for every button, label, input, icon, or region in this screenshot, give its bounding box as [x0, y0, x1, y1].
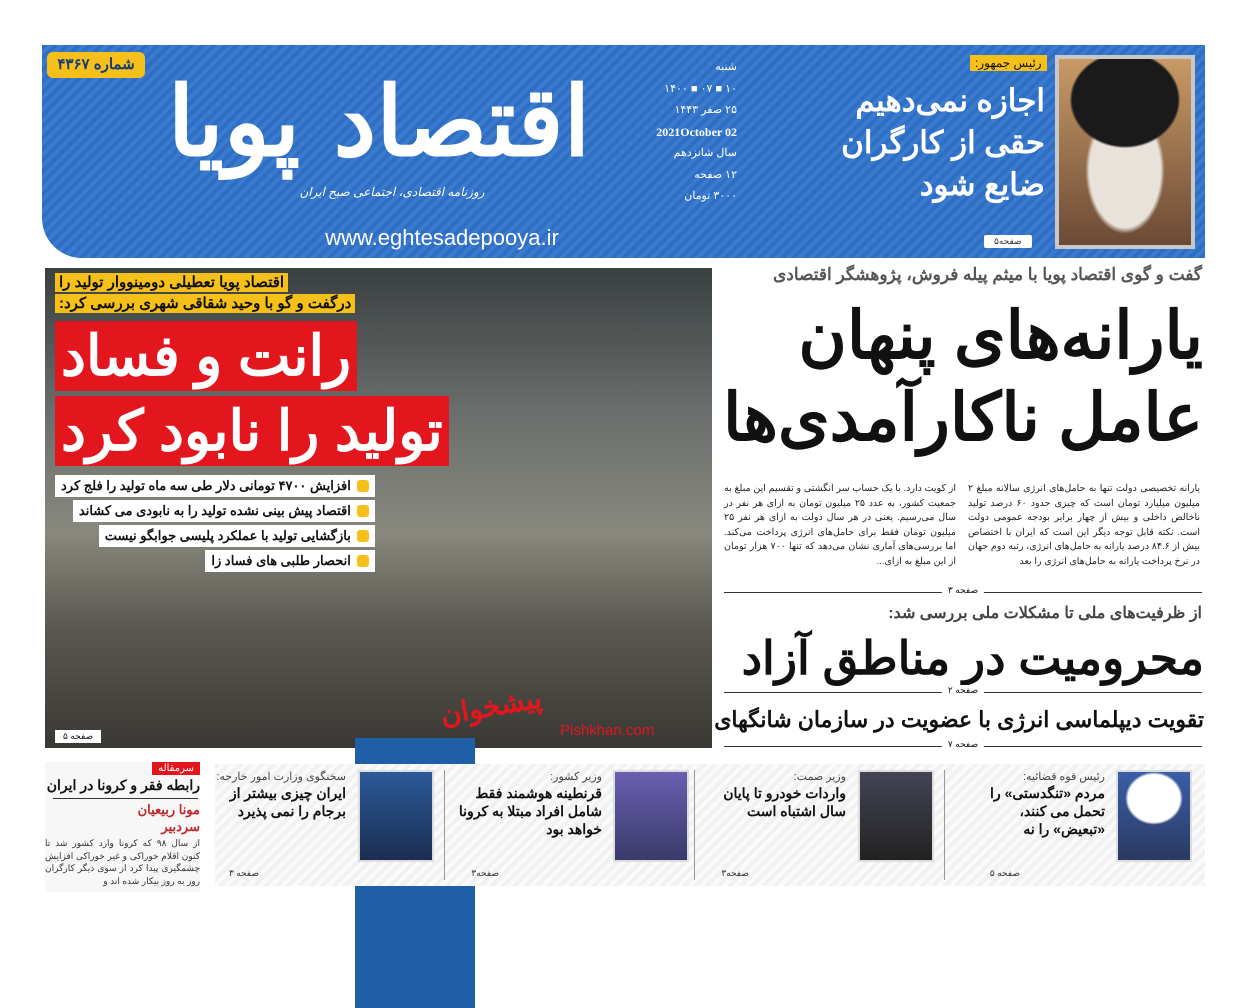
- free-zones-headline[interactable]: محرومیت در مناطق آزاد: [741, 632, 1204, 684]
- item-headline: قرنطینه هوشمند فقط شامل افراد مبتلا به کرونا خواهد بود: [458, 785, 602, 837]
- president-kicker: رئیس جمهور:: [970, 55, 1047, 71]
- bullet-icon: [357, 530, 369, 542]
- editorial: [45, 762, 200, 892]
- editorial-badge: سرمقاله: [152, 762, 200, 775]
- news-item[interactable]: [705, 770, 945, 880]
- news-item[interactable]: [960, 770, 1200, 880]
- shanghai-headline[interactable]: تقویت دیپلماسی انرژی با عضویت در سازمان شانگهای: [714, 707, 1204, 732]
- page-reference: صفحه ۲: [942, 685, 984, 696]
- divider: [724, 685, 1202, 695]
- item-kicker: وزیر صمت:: [793, 771, 846, 783]
- interior-minister-photo: [613, 770, 689, 862]
- judiciary-head-photo: [1116, 770, 1192, 862]
- page-reference: صفحه ۳: [228, 868, 259, 878]
- page-reference: صفحه۵: [984, 235, 1032, 248]
- watermark-logo: پیشخوان: [438, 682, 545, 731]
- weekday: شنبه: [715, 61, 737, 73]
- main-bullets: [55, 475, 375, 572]
- headline-line: اجازه نمی‌دهیم: [855, 83, 1045, 118]
- lead-text-column: از کویت دارد. با یک حساب سر انگشتی و تقسیم این مبلغ به جمعیت کشور، به عدد ۲۵ میلیون تومان به ازای هر نفر در سال می‌رسیم. یعنی در هر سال دولت به ازای هر نفر ۲۵ میلیون تومان فقط برای حامل‌های انرژی پرداخت می‌کند. اما بررسی‌های آماری نشان می‌دهد که تنها ۷۰۰ هزار تومان از این مبلغ به ازای...: [724, 483, 957, 567]
- president-photo: [1055, 55, 1195, 249]
- bullet-text: انحصار طلبی های فساد زا: [211, 553, 351, 568]
- page-reference: صفحه۳: [721, 868, 749, 878]
- news-item[interactable]: [215, 770, 445, 880]
- lead-headline-line[interactable]: یارانه‌های پنهان: [798, 298, 1203, 372]
- item-headline: مردم «تنگدستی» را تحمل می کنند، «تبعیض» را نه: [990, 785, 1105, 837]
- page-reference: صفحه ۵: [55, 730, 101, 743]
- main-kicker-line: اقتصاد پویا تعطیلی دومینووار تولید را: [55, 273, 288, 292]
- price: ۳۰۰۰ تومان: [684, 190, 737, 202]
- news-strip: [215, 764, 1205, 886]
- date-block: [627, 57, 737, 208]
- masthead: [42, 45, 1205, 258]
- issue-number: شماره ۴۳۶۷: [47, 52, 145, 78]
- lead-text-column: یارانه تخصیصی دولت تنها به حامل‌های انرژی سالانه مبلغ ۲ میلیون میلیارد تومان است که چیزی حدود ۶۰ درصد تولید ناخالص داخلی و بیش از چهار برابر بودجه عمومی دولت است. نکته قابل توجه دیگر این است که ایران با اختصاص بیش از ۸۴.۶ درصد یارانه به حامل‌های انرژی، رتبه دوم جهان در نرخ پرداخت یارانه به حامل‌های انرژی را بعد: [968, 483, 1201, 567]
- main-headline-line[interactable]: رانت و فساد: [55, 321, 357, 391]
- lead-headline-line[interactable]: عامل ناکارآمدی‌ها: [723, 380, 1203, 454]
- divider: [724, 739, 1202, 749]
- editorial-text: از سال ۹۸ که کرونا وارد کشور شد تا کنون اقلام خوراکی و غیر خوراکی افزایش چشمگیری پیدا کرد از سوی دیگر کارگران روز به روز بیکار شده اند و: [45, 838, 200, 886]
- item-kicker: رئیس قوه قضائیه:: [1022, 771, 1105, 783]
- divider: [53, 798, 198, 799]
- bullet-icon: [357, 555, 369, 567]
- industry-minister-photo: [858, 770, 934, 862]
- page-reference: صفحه ۷: [942, 739, 984, 750]
- year-of-publication: سال شانزدهم: [673, 147, 737, 159]
- tagline: روزنامه اقتصادی، اجتماعی صبح ایران: [299, 185, 485, 199]
- page-count: ۱۲ صفحه: [694, 168, 737, 181]
- headline-line: ضایع شود: [919, 167, 1045, 202]
- watermark-text: Pishkhan.com: [560, 722, 655, 739]
- bullet-text: بازگشایی تولید با عملکرد پلیسی جوابگو نیست: [104, 528, 351, 543]
- website-link[interactable]: www.eghtesadepooya.ir: [325, 225, 559, 250]
- main-headline-line[interactable]: تولید را نابود کرد: [55, 396, 449, 466]
- page-reference: صفحه ۵: [989, 868, 1020, 878]
- headline-line: حقی از کارگران: [841, 125, 1045, 160]
- item-kicker: وزیر کشور:: [550, 771, 602, 783]
- date-solar: ۱۰ ■ ۰۷ ■ ۱۴۰۰: [664, 82, 737, 95]
- editorial-author: مونا ربیعیان: [137, 802, 200, 817]
- page-reference: صفحه ۳: [942, 585, 984, 596]
- date-gregorian: 2021October 02: [656, 124, 737, 139]
- main-kicker-line: درگفت و گو با وحید شقاقی شهری بررسی کرد:: [55, 294, 355, 313]
- bullet-icon: [357, 480, 369, 492]
- divider: [724, 585, 1202, 595]
- bullet-item: [205, 550, 374, 572]
- bullet-text: اقتصاد پیش بینی نشده تولید را به نابودی می کشاند: [78, 503, 351, 518]
- item-kicker: سخنگوی وزارت امور خارجه:: [216, 771, 346, 783]
- item-headline: ایران چیزی بیشتر از برجام را نمی پذیرد: [229, 785, 346, 819]
- news-item[interactable]: [455, 770, 695, 880]
- bullet-item: [55, 475, 375, 497]
- editorial-role: سردبیر: [161, 819, 200, 834]
- date-lunar: ۲۵ صفر ۱۴۴۳: [674, 104, 737, 116]
- editorial-title[interactable]: رابطه فقر و کرونا در ایران: [46, 777, 200, 793]
- free-zones-kicker: از ظرفیت‌های ملی تا مشکلات ملی بررسی شد:: [888, 605, 1202, 622]
- bullet-item: [99, 525, 375, 547]
- lead-kicker: گفت و گوی اقتصاد پویا با میثم پیله فروش، پژوهشگر اقتصادی: [772, 265, 1202, 284]
- spokesman-photo: [358, 770, 434, 862]
- bullet-icon: [357, 505, 369, 517]
- item-headline: واردات خودرو تا پایان سال اشتباه است: [723, 785, 846, 819]
- newspaper-logo: اقتصاد پویا: [167, 65, 591, 178]
- president-headline[interactable]: [777, 80, 1045, 206]
- bullet-text: افزایش ۴۷۰۰ تومانی دلار طی سه ماه تولید را فلج کرد: [61, 478, 351, 493]
- bullet-item: [73, 500, 375, 522]
- page-reference: صفحه۳: [471, 868, 499, 878]
